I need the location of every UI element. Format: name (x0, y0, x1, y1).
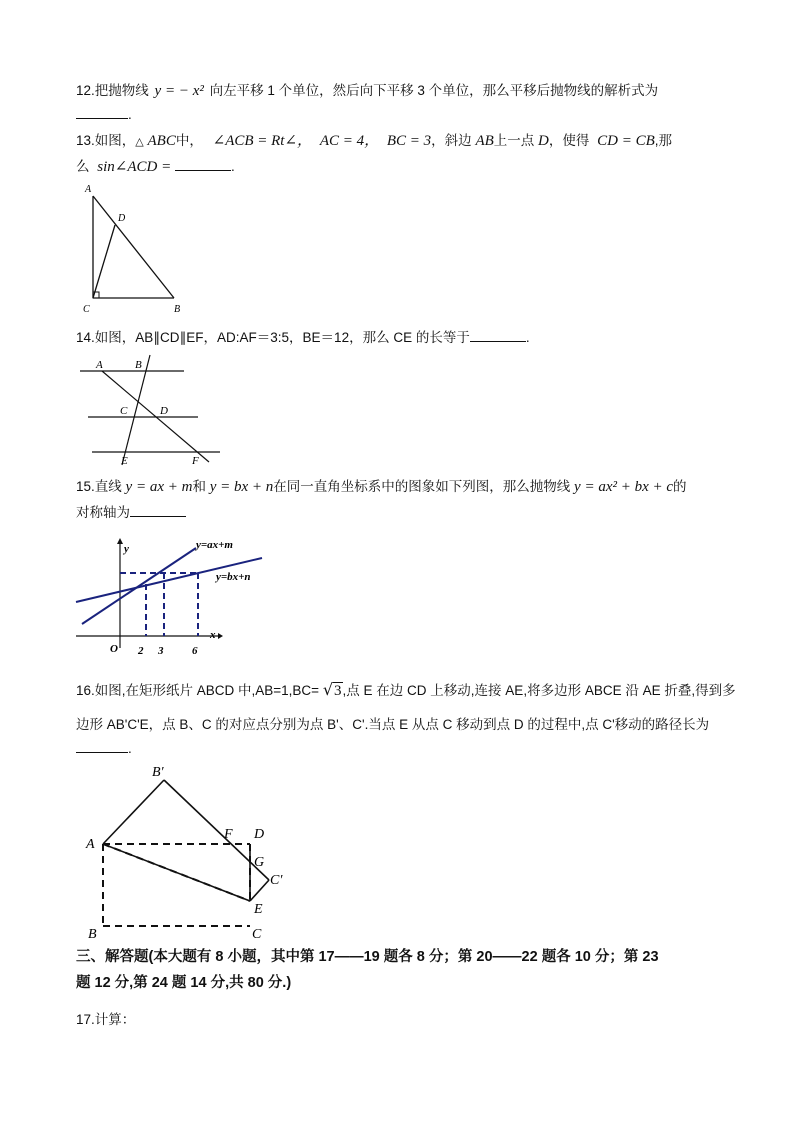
q13-end: . (230, 159, 235, 174)
answer-blank[interactable] (76, 106, 128, 119)
q13-figure (76, 180, 186, 314)
q14-text: 14.如图，AB∥CD∥EF，AD:AF＝3:5，BE＝12，那么 CE 的长等于 (76, 330, 470, 345)
q13-bc: BC = 3 (386, 133, 432, 149)
answer-blank[interactable] (130, 504, 186, 517)
q16-line2 (76, 713, 709, 733)
q15-f3: y = ax² + bx + c (574, 479, 674, 495)
label-d: D (254, 827, 265, 842)
q15-prefix: 15.直线 (76, 479, 122, 494)
triangle-symbol: △ (135, 136, 144, 148)
label-e: E (254, 902, 263, 917)
q15-f1: y = ax + m (125, 479, 193, 495)
q13-line2 (76, 155, 235, 176)
label-b: B (174, 304, 181, 314)
section-heading-line1: 三、解答题(本大题有 8 小题，其中第 17——19 题各 8 分；第 20——22 题各 10 分；第 23 (76, 949, 659, 965)
q14-figure (76, 353, 226, 467)
q13-d: D (538, 133, 549, 149)
section-heading (76, 944, 726, 996)
sqrt-symbol: √ (322, 680, 334, 699)
q14-line (76, 326, 530, 346)
label-g: G (254, 855, 265, 870)
q12-end: . (128, 107, 132, 122)
q12-prefix: 12.把抛物线 (76, 83, 149, 98)
q15-text: 在同一直角坐标系中的图象如下列图，那么抛物线 (273, 479, 571, 494)
q16-sqrt: 3 (334, 683, 342, 699)
q13-text5: ,那 (654, 133, 673, 148)
q16-line1 (76, 679, 736, 700)
q15-f2: y = bx + n (209, 479, 274, 495)
q16-line1b: ,点 E 在边 CD 上移动,连接 AE,将多边形 ABCE 沿 AE 折叠,得到多 (342, 683, 736, 698)
q14-end: . (525, 330, 530, 345)
q12-line1 (76, 79, 658, 100)
tick-6: 6 (192, 645, 198, 657)
label-o: O (110, 643, 118, 655)
q16-line2-text: 边形 AB'C'E，点 B、C 的对应点分别为点 B'、C'.当点 E 从点 C 移动到点 D 的过程中,点 C'移动的路径长为 (76, 717, 710, 732)
label-x: x (210, 629, 216, 641)
q17-text: 17.计算： (76, 1012, 136, 1027)
label-d: D (160, 405, 168, 417)
q13-sin: sin∠ACD = (97, 159, 172, 175)
label-a: A (96, 359, 103, 371)
q15-line2 (76, 501, 186, 521)
q15-he: 和 (192, 479, 206, 494)
label-c-prime: C′ (270, 873, 283, 888)
label-a: A (85, 184, 92, 195)
label-c: C (120, 405, 128, 417)
label-y: y (124, 543, 129, 555)
label-c: C (83, 304, 90, 314)
label-c: C (252, 927, 262, 942)
label-line1: y=ax+m (196, 539, 233, 551)
q13-text4: ，使得 (548, 133, 590, 148)
q16-figure (80, 758, 290, 944)
q13-text2: ，斜边 (431, 133, 472, 148)
q15-figure (70, 530, 270, 660)
q13-abc: ABC (147, 133, 176, 149)
q16-line1a: 16.如图,在矩形纸片 ABCD 中,AB=1,BC= (76, 683, 320, 698)
q12-line2 (76, 106, 132, 122)
label-b-prime: B′ (152, 765, 164, 780)
label-f: F (224, 827, 233, 842)
q13-cdcb: CD = CB (597, 133, 655, 149)
q13-angle: ∠ACB = Rt∠， (212, 133, 313, 149)
label-b: B (88, 927, 97, 942)
label-d: D (118, 213, 126, 224)
q13-ac: AC = 4， (319, 133, 380, 149)
q12-formula: y = − x² (154, 83, 204, 99)
q16-end: . (128, 741, 132, 756)
q15-line1 (76, 475, 687, 496)
q12-text: 向左平移 1 个单位，然后向下平移 3 个单位，那么平移后抛物线的解析式为 (209, 83, 659, 98)
q16-line3 (76, 740, 132, 756)
q13-zhong: 中， (175, 133, 203, 148)
label-e: E (121, 455, 128, 467)
q13-prefix: 13.如图， (76, 133, 136, 148)
section-heading-line2: 题 12 分,第 24 题 14 分,共 80 分.) (76, 975, 292, 991)
q15-line2-text: 对称轴为 (76, 505, 130, 520)
answer-blank[interactable] (175, 158, 231, 171)
q13-ab: AB (475, 133, 494, 149)
q13-line2-prefix: 么 (76, 159, 90, 174)
tick-2: 2 (138, 645, 144, 657)
label-f: F (192, 455, 199, 467)
answer-blank[interactable] (76, 740, 128, 753)
q13-line1 (76, 129, 672, 150)
label-b: B (135, 359, 142, 371)
tick-3: 3 (158, 645, 164, 657)
q15-de: 的 (673, 479, 687, 494)
label-line2: y=bx+n (216, 571, 251, 583)
q17-line (76, 1008, 135, 1028)
q13-text3: 上一点 (493, 133, 535, 148)
label-a: A (86, 837, 95, 852)
answer-blank[interactable] (470, 329, 526, 342)
